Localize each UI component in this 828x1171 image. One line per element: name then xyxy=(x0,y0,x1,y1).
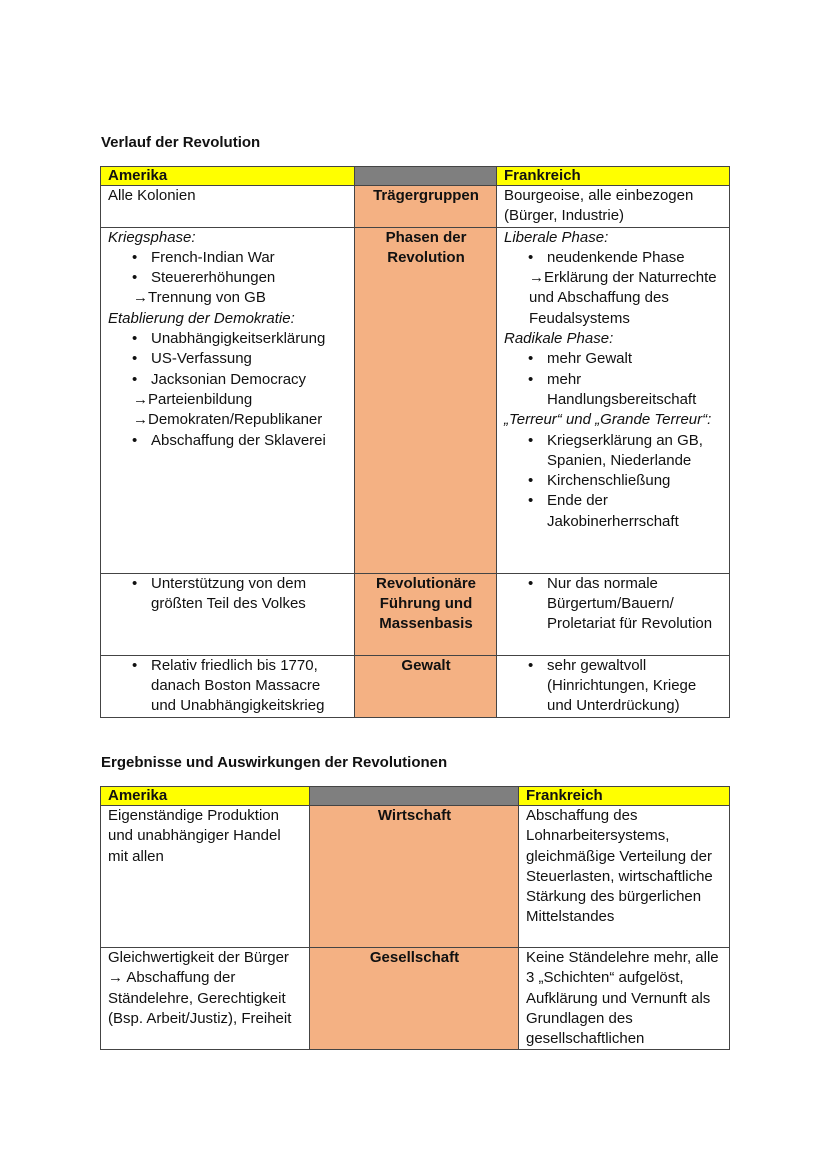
cell-amerika: Alle Kolonien xyxy=(101,186,355,228)
table-row xyxy=(101,573,730,655)
bullet-list xyxy=(108,329,348,390)
category-phasen: Phasen der Revolution xyxy=(355,227,497,573)
header-spacer xyxy=(310,787,519,806)
table-header-row xyxy=(101,167,730,186)
bullet-list xyxy=(108,431,348,451)
phase-heading: Etablierung der Demokratie: xyxy=(108,309,295,327)
phase-heading: „Terreur“ und „Grande Terreur“: xyxy=(504,411,712,429)
bullet-list xyxy=(108,656,348,717)
table-header-row xyxy=(101,787,730,806)
list-item: • Kriegserklärung an GB, Spanien, Niederlande xyxy=(504,431,723,472)
cell-frankreich xyxy=(497,655,730,717)
list-item: • US-Verfassung xyxy=(108,349,348,369)
category-wirtschaft: Wirtschaft xyxy=(310,806,519,948)
list-item: • Ende der Jakobinerherrschaft xyxy=(504,491,723,532)
category-fuehrung: Revolutionäre Führung und Massenbasis xyxy=(355,573,497,655)
list-item: • mehr Handlungsbereitschaft xyxy=(504,370,723,411)
list-item: • Unabhängigkeitserklärung xyxy=(108,329,348,349)
table-ergebnisse xyxy=(100,786,730,1050)
section-title-ergebnisse: Ergebnisse und Auswirkungen der Revolutionen xyxy=(101,754,448,771)
bullet-list xyxy=(504,349,723,410)
cell-amerika xyxy=(101,573,355,655)
phase-heading: Kriegsphase: xyxy=(108,228,196,246)
category-gewalt: Gewalt xyxy=(355,655,497,717)
table-row xyxy=(101,655,730,717)
bullet-list xyxy=(504,248,723,268)
bullet-list xyxy=(504,574,723,635)
cell-frankreich xyxy=(497,227,730,573)
cell-frankreich: Bourgeoise, alle einbezogen (Bürger, Industrie) xyxy=(497,186,730,228)
table-row xyxy=(101,186,730,228)
list-item: • mehr Gewalt xyxy=(504,349,723,369)
list-item: • Abschaffung der Sklaverei xyxy=(108,431,348,451)
phase-heading: Radikale Phase: xyxy=(504,330,614,348)
phase-heading: Liberale Phase: xyxy=(504,228,609,246)
arrow-item: →Erklärung der Naturrechte und Abschaffung des Feudalsystems xyxy=(529,269,717,327)
category-gesellschaft: Gesellschaft xyxy=(310,948,519,1050)
table-row xyxy=(101,227,730,573)
bullet-list xyxy=(504,431,723,532)
cell-amerika xyxy=(101,227,355,573)
cell-amerika xyxy=(101,655,355,717)
bullet-list xyxy=(108,248,348,289)
header-frankreich: Frankreich xyxy=(497,167,730,186)
cell-frankreich: Keine Ständelehre mehr, alle 3 „Schichten“ aufgelöst, Aufklärung und Vernunft als Grundlagen des gesellschaftlichen xyxy=(519,948,730,1050)
section-title-verlauf: Verlauf der Revolution xyxy=(101,134,261,151)
list-item: • Relativ friedlich bis 1770, danach Boston Massacre und Unabhängigkeitskrieg xyxy=(108,656,348,717)
list-item: • Unterstützung von dem größten Teil des Volkes xyxy=(108,574,348,615)
list-item: • French-Indian War xyxy=(108,248,348,268)
header-spacer xyxy=(355,167,497,186)
list-item: • Kirchenschließung xyxy=(504,471,723,491)
list-item: • neudenkende Phase xyxy=(504,248,723,268)
category-traegergruppen: Trägergruppen xyxy=(355,186,497,228)
arrow-item: →Trennung von GB xyxy=(133,289,266,307)
cell-amerika: Gleichwertigkeit der Bürger → Abschaffung der Ständelehre, Gerechtigkeit (Bsp. Arbeit/Justiz), Freiheit xyxy=(101,948,310,1050)
header-amerika: Amerika xyxy=(101,167,355,186)
arrow-item: →Demokraten/Republikaner xyxy=(133,411,323,429)
list-item: • Nur das normale Bürgertum/Bauern/ Proletariat für Revolution xyxy=(504,574,723,635)
arrow-item: →Parteienbildung xyxy=(133,390,253,408)
cell-frankreich xyxy=(497,573,730,655)
bullet-list xyxy=(108,574,348,615)
table-row xyxy=(101,948,730,1050)
table-row xyxy=(101,806,730,948)
list-item: • Jacksonian Democracy xyxy=(108,370,348,390)
list-item: • Steuererhöhungen xyxy=(108,268,348,288)
table-verlauf xyxy=(100,166,730,718)
header-frankreich: Frankreich xyxy=(519,787,730,806)
list-item: • sehr gewaltvoll (Hinrichtungen, Kriege und Unterdrückung) xyxy=(504,656,723,717)
cell-frankreich: Abschaffung des Lohnarbeitersystems, gleichmäßige Verteilung der Steuerlasten, wirtschaftliche Stärkung des bürgerlichen Mittelstandes xyxy=(519,806,730,948)
header-amerika: Amerika xyxy=(101,787,310,806)
cell-amerika: Eigenständige Produktion und unabhängiger Handel mit allen xyxy=(101,806,310,948)
bullet-list xyxy=(504,656,723,717)
